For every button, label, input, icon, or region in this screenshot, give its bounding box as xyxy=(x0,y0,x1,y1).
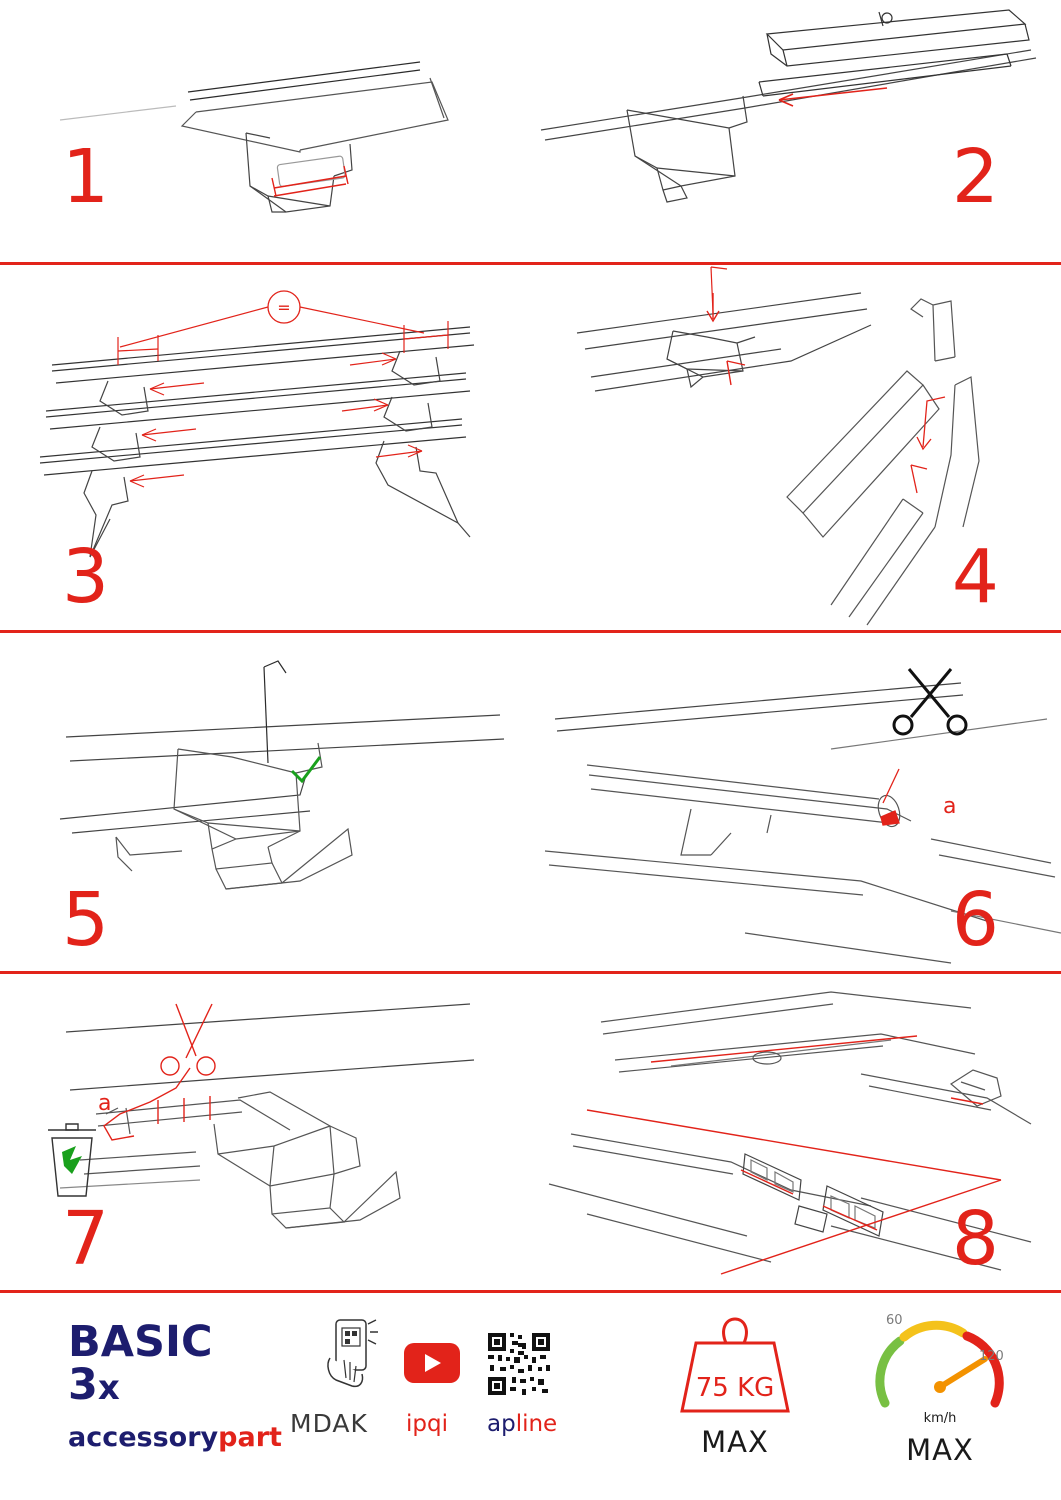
step-2-illustration xyxy=(531,0,1061,262)
speedometer-icon xyxy=(855,1307,1025,1427)
step-number-4: 4 xyxy=(951,534,999,620)
step-number-8: 8 xyxy=(951,1196,999,1282)
step-row-4 xyxy=(0,974,1061,1290)
product-name-suffix: x xyxy=(97,1368,120,1408)
brand-block xyxy=(68,1317,282,1453)
youtube-icon[interactable] xyxy=(404,1343,460,1383)
step-row-2 xyxy=(0,265,1061,630)
apline-accent: line xyxy=(515,1411,558,1437)
weight-max-label: MAX xyxy=(701,1425,769,1459)
weight-limit-block xyxy=(660,1311,810,1459)
gauge-low-label: 60 xyxy=(886,1313,903,1328)
step-number-2: 2 xyxy=(951,134,999,220)
step-number-7: 7 xyxy=(62,1196,110,1282)
step-number-5: 5 xyxy=(62,877,110,963)
step-panel-4 xyxy=(531,265,1061,630)
footer xyxy=(0,1293,1061,1500)
company-name-second: part xyxy=(218,1422,282,1453)
step-panel-2 xyxy=(531,0,1061,262)
phone-qr-scan-icon xyxy=(316,1318,382,1398)
step-panel-6 xyxy=(531,633,1061,971)
mdak-name: MD xyxy=(290,1409,333,1438)
product-name xyxy=(68,1317,278,1410)
speed-limit-block xyxy=(855,1307,1025,1467)
svg-text:a: a xyxy=(98,1091,112,1116)
step-panel-8 xyxy=(531,974,1061,1290)
step-number-3: 3 xyxy=(62,534,110,620)
step-panel-1 xyxy=(0,0,530,262)
speed-unit-label: km/h xyxy=(923,1411,957,1426)
step-1-illustration xyxy=(0,0,530,262)
svg-text:a: a xyxy=(943,794,957,819)
step-row-1 xyxy=(0,0,1061,262)
weight-value: 75 KG xyxy=(695,1373,775,1403)
step-panel-7 xyxy=(0,974,530,1290)
partner-logo-apline xyxy=(487,1411,557,1437)
speed-max-label: MAX xyxy=(906,1433,974,1467)
apline-name: ap xyxy=(487,1411,516,1437)
product-name-text: BASIC 3 xyxy=(68,1317,213,1410)
svg-text:=: = xyxy=(277,298,291,317)
partner-logo-ipqi: ipqi xyxy=(406,1411,448,1437)
qr-code-icon xyxy=(486,1331,552,1397)
step-number-1: 1 xyxy=(62,134,110,220)
step-panel-5 xyxy=(0,633,530,971)
step-panel-3 xyxy=(0,265,530,630)
mdak-accent: A xyxy=(332,1409,351,1438)
step-row-3 xyxy=(0,633,1061,971)
mdak-tail: K xyxy=(350,1409,368,1438)
company-name-first: accessory xyxy=(68,1422,219,1453)
step-number-6: 6 xyxy=(951,877,999,963)
partner-logo-mdak xyxy=(290,1409,368,1438)
gauge-high-label: 120 xyxy=(979,1349,1004,1364)
company-name xyxy=(68,1422,282,1453)
